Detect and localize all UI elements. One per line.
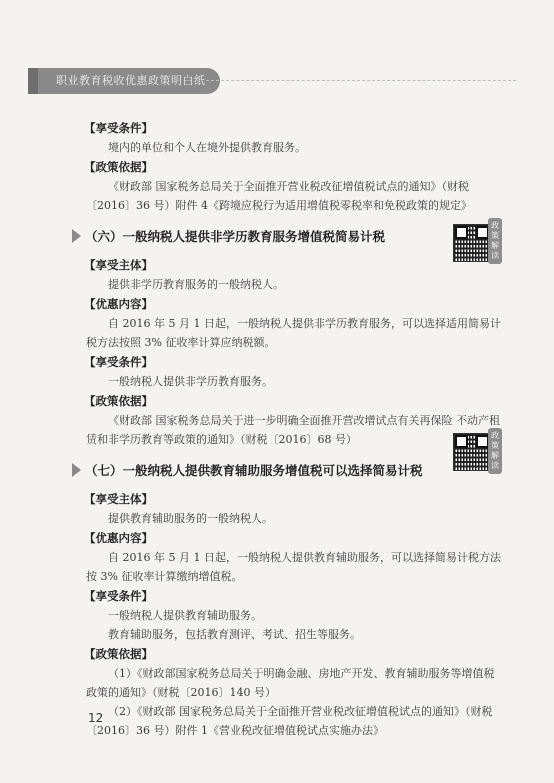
body-text: 教育辅助服务，包括教育测评、考试、招生等服务。 <box>108 628 361 641</box>
body-text: 一般纳税人提供教育辅助服务。 <box>108 609 262 622</box>
body-text: 境内的单位和个人在境外提供教育服务。 <box>108 141 306 154</box>
body-text: （1）《财政部国家税务总局关于明确金融、房地产开发、教育辅助服务等增值税政策的通知》（财税〔2016〕140 号） <box>86 667 495 699</box>
tab-char: 读 <box>491 461 499 470</box>
field-label: 【政策依据】 <box>84 647 153 661</box>
policy-interpretation-tab <box>488 428 502 474</box>
section-6-title: （六）一般纳税人提供非学历教育服务增值税简易计税 <box>85 228 386 244</box>
field-label: 【享受主体】 <box>84 258 153 272</box>
tab-char: 政 <box>491 431 499 440</box>
body-text: 《财政部 国家税务总局关于全面推开营业税改征增值税试点的通知》（财税〔2016〕36 号）附件 4《跨境应税行为适用增值税零税率和免税政策的规定》 <box>86 180 472 212</box>
body-text: 提供教育辅助服务的一般纳税人。 <box>108 512 273 525</box>
policy-interpretation-tab <box>488 218 502 264</box>
section-6-body <box>86 255 502 449</box>
tab-char: 策 <box>491 441 499 450</box>
qr-code-icon <box>453 433 491 471</box>
section-7-body <box>86 489 502 740</box>
tab-char: 读 <box>491 251 499 260</box>
body-text: 自 2016 年 5 月 1 日起，一般纳税人提供非学历教育服务，可以选择适用简易计税方法按照 3% 征收率计算应纳税额。 <box>86 317 501 349</box>
section-7-title: （七）一般纳税人提供教育辅助服务增值税可以选择简易计税 <box>85 462 423 478</box>
tab-char: 政 <box>491 221 499 230</box>
field-label: 【优惠内容】 <box>84 531 153 545</box>
field-label: 【享受主体】 <box>84 492 153 506</box>
page-number: 12 <box>88 711 104 725</box>
section-arrow-icon <box>72 229 81 243</box>
header-title: 职业教育税收优惠政策明白纸 <box>28 68 220 94</box>
body-text: 自 2016 年 5 月 1 日起，一般纳税人提供教育辅助服务，可以选择简易计税方法按 3% 征收率计算缴纳增值税。 <box>86 551 501 583</box>
field-label: 【享受条件】 <box>84 589 153 603</box>
tab-char: 策 <box>491 231 499 240</box>
section-arrow-icon <box>72 463 81 477</box>
body-text: 《财政部 国家税务总局关于进一步明确全面推开营改增试点有关再保险 不动产租赁和非学历教育等政策的通知》（财税〔2016〕68 号） <box>86 414 500 446</box>
field-label: 【享受条件】 <box>84 355 153 369</box>
section-6-heading <box>72 225 502 247</box>
page-content <box>86 118 502 740</box>
continued-policy <box>86 118 502 215</box>
section-7-heading <box>72 459 502 481</box>
header-rule <box>206 80 516 81</box>
qr-code-icon <box>453 224 491 262</box>
body-text: 一般纳税人提供非学历教育服务。 <box>108 375 273 388</box>
body-text: 提供非学历教育服务的一般纳税人。 <box>108 278 284 291</box>
field-label: 【政策依据】 <box>84 160 153 174</box>
field-label: 【享受条件】 <box>84 121 153 135</box>
tab-char: 解 <box>491 241 499 250</box>
body-text: （2）《财政部 国家税务总局关于全面推开营业税改征增值税试点的通知》（财税〔2016〕36 号）附件 1《营业税改征增值税试点实施办法》 <box>86 705 493 737</box>
tab-char: 解 <box>491 451 499 460</box>
field-label: 【政策依据】 <box>84 394 153 408</box>
running-header <box>28 68 220 94</box>
field-label: 【优惠内容】 <box>84 297 153 311</box>
